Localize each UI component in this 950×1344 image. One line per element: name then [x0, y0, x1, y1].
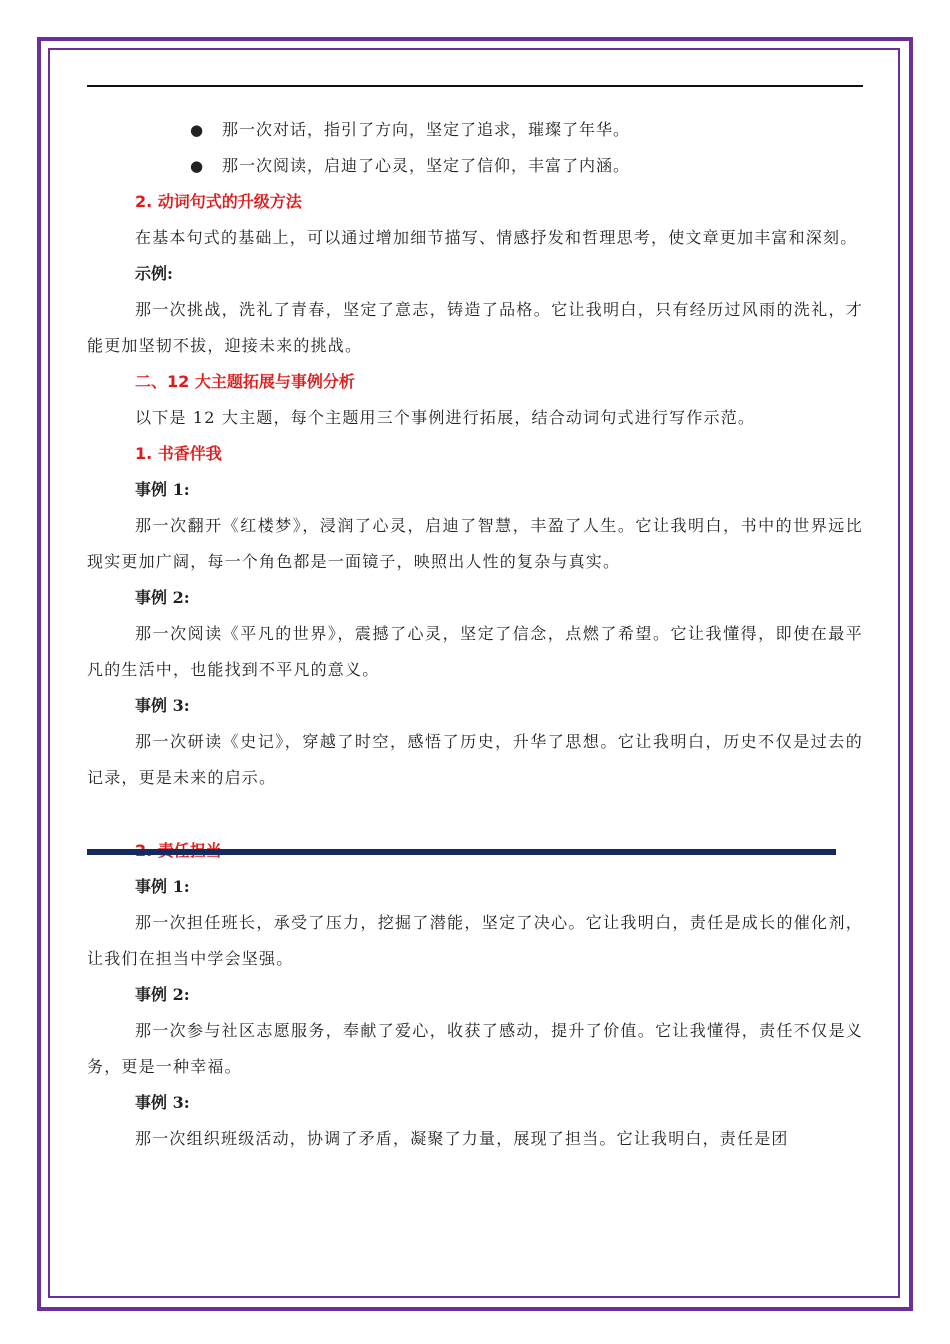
paragraph: 在基本句式的基础上，可以通过增加细节描写、情感抒发和哲理思考，使文章更加丰富和深刻。: [135, 228, 858, 247]
top-divider: [87, 85, 863, 87]
section-divider: [87, 849, 836, 855]
bullet-text: 那一次对话，指引了方向，坚定了追求，璀璨了年华。: [222, 120, 631, 139]
case-text: 那一次研读《史记》，穿越了时空，感悟了历史，升华了思想。它让我明白，历史不仅是过去的记录，更是未来的启示。: [87, 732, 863, 787]
paragraph: 以下是 12 大主题，每个主题用三个事例进行拓展，结合动词句式进行写作示范。: [135, 408, 756, 427]
bullet-dot-icon: ●: [190, 121, 205, 139]
document-body: [87, 112, 863, 1157]
bullet-item: [87, 112, 863, 148]
section-heading: 二、12 大主题拓展与事例分析: [135, 372, 355, 391]
theme-heading: 1. 书香伴我: [135, 444, 222, 463]
case-text: 那一次参与社区志愿服务，奉献了爱心，收获了感动，提升了价值。它让我懂得，责任不仅是义务，更是一种幸福。: [87, 1021, 863, 1076]
bullet-item: [87, 148, 863, 184]
case-label: 事例 2:: [135, 985, 190, 1004]
paragraph: 那一次挑战，洗礼了青春，坚定了意志，铸造了品格。它让我明白，只有经历过风雨的洗礼，才能更加坚韧不拔，迎接未来的挑战。: [87, 300, 863, 355]
case-text: 那一次阅读《平凡的世界》，震撼了心灵，坚定了信念，点燃了希望。它让我懂得，即使在最平凡的生活中，也能找到不平凡的意义。: [87, 624, 863, 679]
case-text: 那一次翻开《红楼梦》，浸润了心灵，启迪了智慧，丰盈了人生。它让我明白，书中的世界远比现实更加广阔，每一个角色都是一面镜子，映照出人性的复杂与真实。: [87, 516, 863, 571]
case-label: 事例 1:: [135, 480, 190, 499]
bullet-text: 那一次阅读，启迪了心灵，坚定了信仰，丰富了内涵。: [222, 156, 631, 175]
case-label: 事例 1:: [135, 877, 190, 896]
case-text: 那一次担任班长，承受了压力，挖掘了潜能，坚定了决心。它让我明白，责任是成长的催化剂，让我们在担当中学会坚强。: [87, 913, 863, 968]
bullet-dot-icon: ●: [190, 157, 205, 175]
spacer: [87, 796, 863, 833]
case-text: 那一次组织班级活动，协调了矛盾，凝聚了力量，展现了担当。它让我明白，责任是团: [135, 1129, 789, 1148]
case-label: 事例 3:: [135, 696, 190, 715]
case-label: 事例 3:: [135, 1093, 190, 1112]
example-label: 示例:: [135, 264, 173, 283]
case-label: 事例 2:: [135, 588, 190, 607]
section-heading: 2. 动词句式的升级方法: [135, 192, 302, 211]
